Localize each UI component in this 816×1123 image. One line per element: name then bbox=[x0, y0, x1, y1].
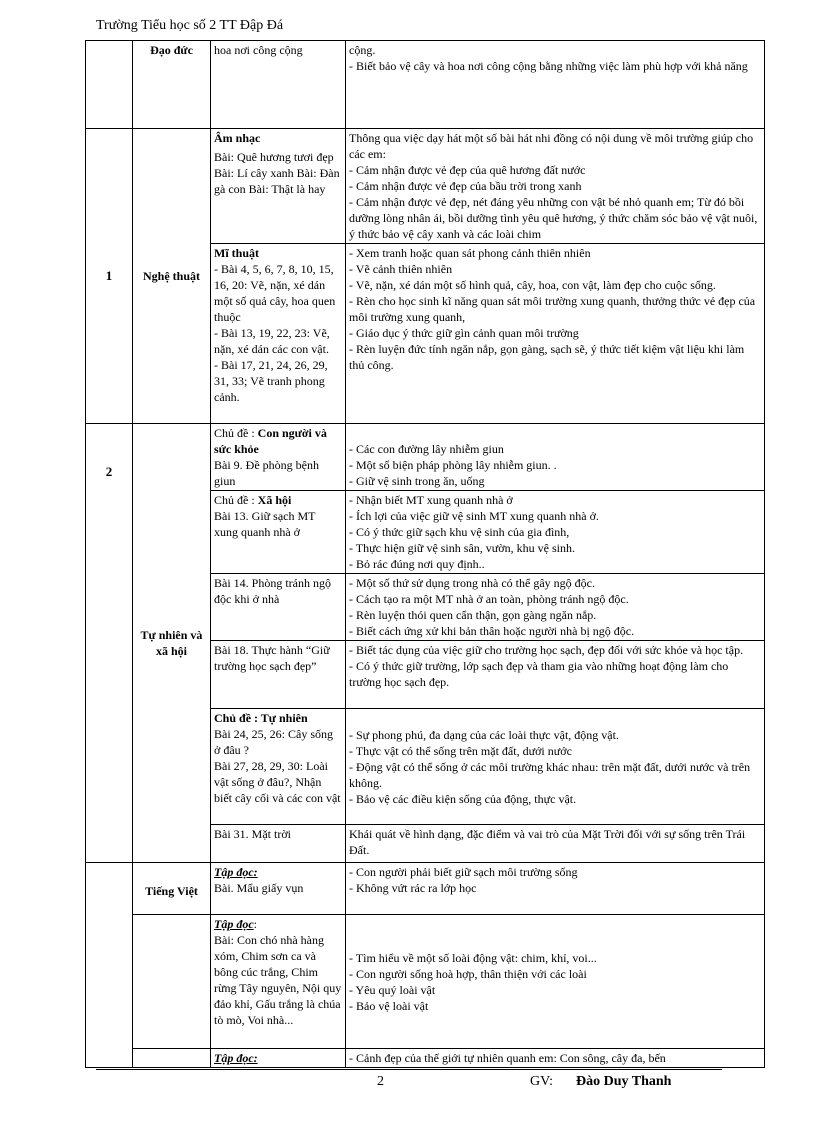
teacher-name: Đào Duy Thanh bbox=[576, 1074, 672, 1089]
lesson-line: - Bài 4, 5, 6, 7, 8, 10, 15, 16, 20: Vẽ, nặn, xé dán một số quả cây, hoa quen thuộc bbox=[214, 262, 336, 324]
content-cell bbox=[346, 41, 765, 129]
page-number: 2 bbox=[377, 1074, 384, 1089]
content-line: - Rèn luyện đức tính ngăn nắp, gọn gàng, sạch sẽ, ý thức tiết kiệm vật liệu khi làm thủ công. bbox=[349, 342, 745, 372]
content-line: - Giáo dục ý thức giữ gìn cảnh quan môi trường bbox=[349, 326, 579, 340]
content-line: - Sự phong phú, đa dạng của các loài thực vật, động vật. bbox=[349, 727, 619, 742]
lesson-cell bbox=[211, 491, 346, 574]
table-row bbox=[86, 129, 765, 244]
table-row bbox=[86, 424, 765, 491]
lesson-line: Bài 13. Giữ sạch MT xung quanh nhà ở bbox=[214, 509, 316, 539]
subject-cell: Tiếng Việt bbox=[133, 863, 211, 915]
table-row bbox=[86, 1049, 765, 1068]
content-line: - Rèn luyện thói quen cẩn thận, gọn gàng ngăn nắp. bbox=[349, 608, 597, 622]
content-line: - Tìm hiểu về một số loài động vật: chim, khỉ, voi... bbox=[349, 950, 597, 965]
content-cell bbox=[346, 129, 765, 244]
content-line: - Cảm nhận được vẻ đẹp, nét đáng yêu những con vật bé nhỏ quanh em; Từ đó bồi dưỡng lòng nhân ái, bồi dưỡng tình yêu quê hương, ý thức chăm sóc bảo vệ vật nuôi, ý thức bảo vệ cây xanh và các loài chim bbox=[349, 195, 758, 241]
content-line: - Thực vật có thể sống trên mặt đất, dưới nước bbox=[349, 743, 572, 758]
subject-cell: Đạo đức bbox=[133, 41, 211, 129]
table-row bbox=[86, 863, 765, 915]
content-line: - Biết bảo vệ cây và hoa nơi công cộng bằng những việc làm phù hợp với khả năng bbox=[349, 59, 748, 73]
content-line: - Con người phải biết giữ sạch môi trường sống bbox=[349, 865, 578, 879]
topic-name: Xã hội bbox=[257, 493, 292, 507]
row-number-cell bbox=[86, 41, 133, 129]
content-line: - Cảm nhận được vẻ đẹp của quê hương đất nước bbox=[349, 163, 586, 177]
content-cell bbox=[346, 491, 765, 574]
lesson-cell bbox=[211, 915, 346, 1049]
lesson-cell: Bài 18. Thực hành “Giữ trường học sạch đẹp” bbox=[211, 641, 346, 709]
content-line: - Nhận biết MT xung quanh nhà ở bbox=[349, 493, 513, 507]
content-line: cộng. bbox=[349, 43, 376, 57]
content-line: - Thực hiện giữ vệ sinh sân, vườn, khu vệ sinh. bbox=[349, 541, 575, 555]
lesson-title: Tập đọc: bbox=[214, 1051, 258, 1065]
content-line: - Một số biện pháp phòng lây nhiễm giun. . bbox=[349, 458, 557, 472]
lesson-cell bbox=[211, 424, 346, 491]
row-number-cell: 2 bbox=[86, 424, 133, 863]
content-line: - Bảo vệ loài vật bbox=[349, 998, 429, 1013]
lesson-cell bbox=[211, 863, 346, 915]
lesson-title-suffix: : bbox=[253, 917, 257, 931]
content-line: - Rèn cho học sinh kĩ năng quan sát môi trường xung quanh, thưởng thức vẻ đẹp của môi trường xung quanh, bbox=[349, 294, 756, 324]
lesson-line: Bài: Quê hương tươi đẹp bbox=[214, 150, 334, 164]
lesson-cell bbox=[211, 129, 346, 244]
content-line: - Cảm nhận được vẻ đẹp của bầu trời trong xanh bbox=[349, 179, 582, 193]
topic-line bbox=[214, 425, 342, 457]
content-line: - Có ý thức giữ sạch khu vệ sinh của gia đình, bbox=[349, 525, 570, 539]
content-line: - Xem tranh hoặc quan sát phong cảnh thiên nhiên bbox=[349, 246, 591, 260]
content-line: - Bảo vệ các điều kiện sống của động, thực vật. bbox=[349, 791, 577, 806]
content-cell bbox=[346, 709, 765, 825]
curriculum-table bbox=[85, 40, 765, 1068]
lesson-cell: Bài 31. Mặt trời bbox=[211, 825, 346, 863]
content-line: Thông qua việc dạy hát một số bài hát nhi đồng có nội dung về môi trường giúp cho các em: bbox=[349, 131, 754, 161]
lesson-cell bbox=[211, 709, 346, 825]
content-line: - Con người sống hoà hợp, thân thiện với các loài bbox=[349, 966, 587, 981]
footer-divider bbox=[96, 1069, 722, 1070]
lesson-line: Bài 24, 25, 26: Cây sống ở đâu ? bbox=[214, 727, 333, 757]
teacher-label: GV: bbox=[530, 1074, 554, 1089]
content-cell bbox=[346, 863, 765, 915]
content-cell: - Cảnh đẹp của thế giới tự nhiên quanh em: Con sông, cây đa, bến bbox=[346, 1049, 765, 1068]
content-line: - Vẽ cảnh thiên nhiên bbox=[349, 262, 453, 276]
row-number-cell: 1 bbox=[86, 129, 133, 424]
lesson-cell bbox=[211, 244, 346, 424]
subject-cell bbox=[133, 915, 211, 1049]
content-line: - Không vứt rác ra lớp học bbox=[349, 881, 477, 895]
content-line: - Có ý thức giữ trường, lớp sạch đẹp và tham gia vào những hoạt động làm cho trường học sạch đẹp. bbox=[349, 659, 729, 689]
lesson-title: Mĩ thuật bbox=[214, 246, 259, 260]
content-line: - Các con đường lây nhiễm giun bbox=[349, 442, 504, 456]
lesson-line: - Bài 17, 21, 24, 26, 29, 31, 33; Vẽ tranh phong cảnh. bbox=[214, 358, 328, 404]
topic-line bbox=[214, 492, 342, 508]
lesson-line: - Bài 13, 19, 22, 23: Vẽ, nặn, xé dán các con vật. bbox=[214, 326, 330, 356]
content-line: - Biết cách ứng xử khi bản thân hoặc người nhà bị ngộ độc. bbox=[349, 624, 635, 638]
lesson-title: Tập đọc bbox=[214, 917, 254, 931]
content-line: - Ích lợi của việc giữ vệ sinh MT xung quanh nhà ở. bbox=[349, 509, 599, 523]
content-cell bbox=[346, 641, 765, 709]
content-line: - Cách tạo ra một MT nhà ở an toàn, phòng tránh ngộ độc. bbox=[349, 592, 629, 606]
content-line: - Vẽ, nặn, xé dán một số hình quả, cây, hoa, con vật, làm đẹp cho cuộc sống. bbox=[349, 278, 716, 292]
topic-prefix: Chủ đề : bbox=[214, 426, 258, 440]
content-line: - Yêu quý loài vật bbox=[349, 982, 436, 997]
content-cell bbox=[346, 424, 765, 491]
page-header: Trường Tiểu học số 2 TT Đập Đá bbox=[96, 18, 284, 33]
content-line: - Giữ vệ sinh trong ăn, uống bbox=[349, 474, 485, 488]
table-row bbox=[86, 915, 765, 1049]
topic-line: Chủ đề : Tự nhiên bbox=[214, 711, 308, 725]
subject-cell: Tự nhiên và xã hội bbox=[133, 424, 211, 863]
content-line: - Một số thứ sử dụng trong nhà có thể gây ngộ độc. bbox=[349, 576, 595, 590]
table-row bbox=[86, 41, 765, 129]
lesson-cell bbox=[211, 1049, 346, 1068]
content-line: - Biết tác dụng của việc giữ cho trường học sạch, đẹp đối với sức khỏe và học tập. bbox=[349, 643, 744, 657]
content-line: - Động vật có thể sống ở các môi trường khác nhau: trên mặt đất, dưới nước và trên không. bbox=[349, 759, 751, 790]
row-number-cell bbox=[86, 863, 133, 1068]
content-cell bbox=[346, 915, 765, 1049]
subject-cell: Nghệ thuật bbox=[133, 129, 211, 424]
lesson-line: Bài: Con chó nhà hàng xóm, Chim sơn ca và bông cúc trắng, Chim rừng Tây nguyên, Nội quy đảo khỉ, Gấu trắng là chúa tò mò, Voi nhà... bbox=[214, 933, 342, 1027]
topic-prefix: Chủ đề : bbox=[214, 493, 258, 507]
lesson-line: Bài: Lí cây xanh Bài: Đàn gà con Bài: Thật là hay bbox=[214, 166, 340, 196]
lesson-line: Bài 27, 28, 29, 30: Loài vật sống ở đâu?, Nhận biết cây cối và các con vật bbox=[214, 759, 341, 805]
lesson-cell: Bài 14. Phòng tránh ngộ độc khi ở nhà bbox=[211, 574, 346, 641]
lesson-line: Bài. Mẩu giấy vụn bbox=[214, 881, 304, 895]
content-cell: Khái quát về hình dạng, đặc điểm và vai trò của Mặt Trời đối với sự sống trên Trái Đất. bbox=[346, 825, 765, 863]
lesson-title: Tập đọc: bbox=[214, 865, 258, 879]
subject-cell bbox=[133, 1049, 211, 1068]
lesson-title: Âm nhạc bbox=[214, 131, 261, 145]
content-cell bbox=[346, 574, 765, 641]
content-line: - Bỏ rác đúng nơi quy định.. bbox=[349, 557, 485, 571]
topic-name: Con người và sức khỏe bbox=[214, 426, 327, 456]
lesson-cell: hoa nơi công cộng bbox=[211, 41, 346, 129]
lesson-line: Bài 9. Đề phòng bệnh giun bbox=[214, 458, 319, 488]
content-cell bbox=[346, 244, 765, 424]
lesson-title-line bbox=[214, 916, 342, 932]
